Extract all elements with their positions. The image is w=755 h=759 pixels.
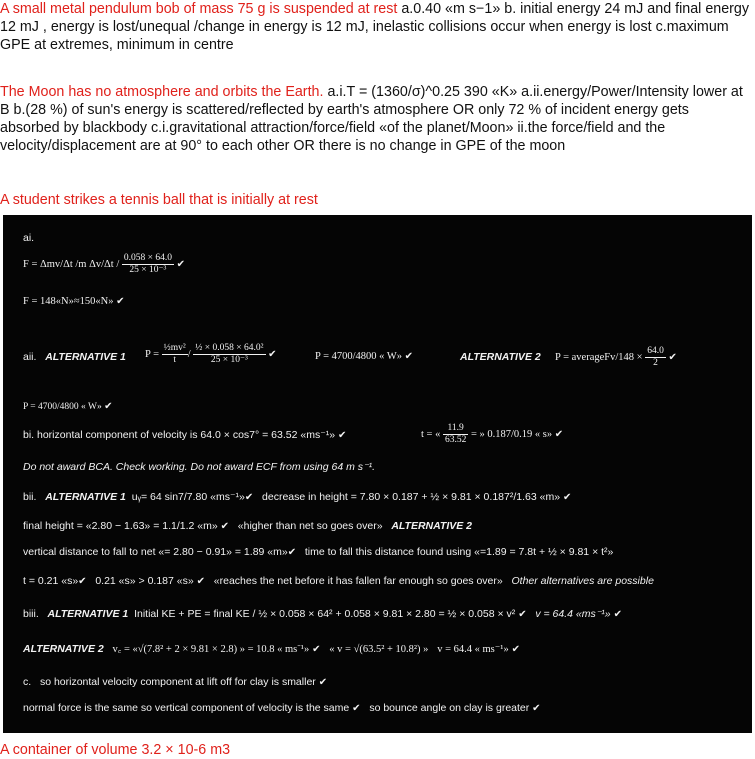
tick-icon: ✔ xyxy=(116,296,125,307)
ai-label: ai. xyxy=(23,232,35,244)
bi-time-equation xyxy=(421,423,563,446)
ai-frac-den: 25 × 10⁻³ xyxy=(129,265,167,275)
question-1-title: A small metal pendulum bob of mass 75 g is suspended at rest xyxy=(0,1,398,17)
c2-text: normal force is the same so vertical component of velocity is the same xyxy=(23,702,350,714)
biii-b: v = 64.4 «ms⁻¹» xyxy=(535,608,611,620)
tick-icon: ✔ xyxy=(518,609,527,620)
alt2-b: v꜀ = «√(7.8² + 2 × 9.81 × 2.8) » = 10.8 « ms⁻¹» xyxy=(112,644,310,655)
tick-icon: ✔ xyxy=(312,644,321,655)
bi-t2: = » 0.187/0.19 « s» xyxy=(470,428,553,440)
bii-b: decrease in height = 7.80 × 0.187 + ½ × 9.81 × 0.187²/1.63 «m» xyxy=(262,491,561,503)
aii-alt2 xyxy=(460,350,541,364)
aii-frac-1 xyxy=(162,343,188,366)
c2-line xyxy=(23,701,541,716)
tick-icon: ✔ xyxy=(176,258,185,270)
aii-alt2-equation xyxy=(555,346,677,369)
aii-alt2-text: P = averageFv/148 × xyxy=(555,351,643,363)
final-height-line xyxy=(23,519,472,534)
tick-icon: ✔ xyxy=(104,401,113,412)
question-1-text xyxy=(0,0,752,54)
bii-alt1: ALTERNATIVE 1 xyxy=(45,491,126,503)
aii-p: P = xyxy=(145,348,159,360)
biii-alt1: ALTERNATIVE 1 xyxy=(47,608,129,620)
c3-text: so bounce angle on clay is greater xyxy=(369,702,530,714)
aii-alt2-label: ALTERNATIVE 2 xyxy=(460,351,541,363)
tick-icon: ✔ xyxy=(532,703,541,714)
question-1-answer: a.0.40 «m s−1» b. initial energy 24 mJ and final energy 12 mJ , energy is lost/unequal /change in energy is 12 mJ, inelastic collisions occur when energy is lost c.maximum GPE at extremes, minimum in centre xyxy=(0,1,750,53)
tick-icon: ✔ xyxy=(244,492,254,503)
aii-den1: t xyxy=(173,355,176,365)
c1-text: so horizontal velocity component at lift off for clay is smaller xyxy=(39,676,316,688)
time-fall-text: time to fall this distance found using «=1.89 = 7.8t + ½ × 9.81 × t²» xyxy=(304,546,614,558)
aii-result-line xyxy=(23,400,113,414)
aii-line xyxy=(23,350,126,364)
tick-icon: ✔ xyxy=(220,521,230,532)
biii-alt2-line xyxy=(23,642,520,657)
aii-frac-2 xyxy=(193,343,265,366)
final-height: final height = «2.80 − 1.63» = 1.1/1.2 «m» xyxy=(23,520,218,532)
bi-text: bi. horizontal component of velocity is 64.0 × cos7° = 63.52 «ms⁻¹» xyxy=(23,429,336,441)
ai-frac-num: 0.058 × 64.0 xyxy=(123,253,172,263)
aii-den2: 25 × 10⁻³ xyxy=(210,355,248,365)
tick-icon: ✔ xyxy=(352,703,361,714)
tick-icon: ✔ xyxy=(562,492,572,503)
aii-p2-line xyxy=(315,350,413,364)
aii-num2: ½ × 0.058 × 64.0² xyxy=(195,343,264,353)
bii-alt2: ALTERNATIVE 2 xyxy=(391,520,473,532)
markscheme-image xyxy=(3,215,752,733)
tick-icon: ✔ xyxy=(338,430,347,441)
biii-line xyxy=(23,607,622,622)
t021: t = 0.21 «s» xyxy=(23,575,79,587)
bi-t: t = « xyxy=(421,428,441,440)
tick-icon: ✔ xyxy=(78,576,87,587)
bi-fraction xyxy=(443,423,468,446)
tick-icon: ✔ xyxy=(613,609,622,620)
tick-icon: ✔ xyxy=(668,351,677,363)
aii-alt1-equation: P = $\frac{\text{½mv²}}{t}$ / $\frac{\text{½ × 0.058 × 64.0²}}{\text{25 × 10⁻³}}$ ✔ xyxy=(145,343,277,365)
tick-icon: ✔ xyxy=(268,348,277,360)
bi-num: 11.9 xyxy=(443,423,468,435)
question-2-answer: a.i.T = (1360/σ)^0.25 390 «K» a.ii.energy/Power/Intensity lower at B b.(28 %) of sun's energy is scattered/reflected by earth's atmosphere OR only 72 % of incident energy gets absorbed by blackbody c.i.gravitational attraction/force/field «of the planet/Moon» ii.the force/field and the velocity/displacement are at 90° to each other OR there is no change in GPE of the moon xyxy=(0,84,743,154)
tick-icon: ✔ xyxy=(554,428,564,440)
vert-text: vertical distance to fall to net «= 2.80 − 0.91» = 1.89 «m» xyxy=(23,546,288,558)
bii-a: uᵧ= 64 sin7/7.80 «ms⁻¹» xyxy=(131,491,245,503)
aii-alt2-frac xyxy=(645,346,666,369)
aii-result: P = 4700/4800 « W» xyxy=(23,402,102,412)
bii-label: bii. xyxy=(23,491,37,503)
aii-num1: ½mv² xyxy=(163,343,186,353)
question-2-title: The Moon has no atmosphere and orbits the Earth. xyxy=(0,84,324,100)
tick-icon: ✔ xyxy=(196,576,206,587)
aii-alt2-num: 64.0 xyxy=(647,346,664,356)
aii-label: aii. xyxy=(23,351,37,363)
biii-a: Initial KE + PE = final KE / ½ × 0.058 × 64² + 0.058 × 9.81 × 2.80 = ½ × 0.058 × v² xyxy=(134,608,516,620)
bi-line xyxy=(23,428,346,443)
other-alt-text: Other alternatives are possible xyxy=(511,575,654,587)
reaches-text: «reaches the net before it has fallen far enough so goes over» xyxy=(213,575,503,587)
ai-formula: F = Δmv/Δt /m Δv/Δt / xyxy=(23,258,120,270)
aii-alt1: ALTERNATIVE 1 xyxy=(45,351,126,363)
biii-alt2: ALTERNATIVE 2 xyxy=(23,643,104,655)
tick-icon: ✔ xyxy=(404,351,414,362)
time-compare-line xyxy=(23,574,654,589)
c-line xyxy=(23,675,327,690)
biii-label: biii. xyxy=(23,608,39,620)
tick-icon: ✔ xyxy=(287,547,297,558)
t021b: 0.21 «s» > 0.187 «s» xyxy=(95,575,194,587)
question-2-text xyxy=(0,83,752,155)
higher-text: «higher than net so goes over» xyxy=(237,520,383,532)
bii-line xyxy=(23,490,571,505)
ai-equation xyxy=(23,253,185,276)
question-3-title: A student strikes a tennis ball that is initially at rest xyxy=(0,192,318,208)
ai-result: F = 148«N»≈150«N» xyxy=(23,296,114,307)
vertical-distance-line xyxy=(23,545,613,560)
bi-den: 63.52 xyxy=(444,435,467,445)
tick-icon: ✔ xyxy=(318,677,328,688)
ai-fraction xyxy=(122,253,174,276)
aii-alt2-den: 2 xyxy=(653,358,658,368)
tick-icon: ✔ xyxy=(511,644,521,655)
ai-result-line xyxy=(23,295,124,309)
question-4-title: A container of volume 3.2 × 10-6 m3 xyxy=(0,742,231,758)
alt2-c: « v = √(63.5² + 10.8²) » xyxy=(329,644,429,655)
alt2-d: v = 64.4 « ms⁻¹» xyxy=(437,644,509,655)
aii-p2: P = 4700/4800 « W» xyxy=(315,351,403,362)
note-line: Do not award BCA. Check working. Do not award ECF from using 64 m s⁻¹. xyxy=(23,461,375,473)
c-label: c. xyxy=(23,676,32,688)
